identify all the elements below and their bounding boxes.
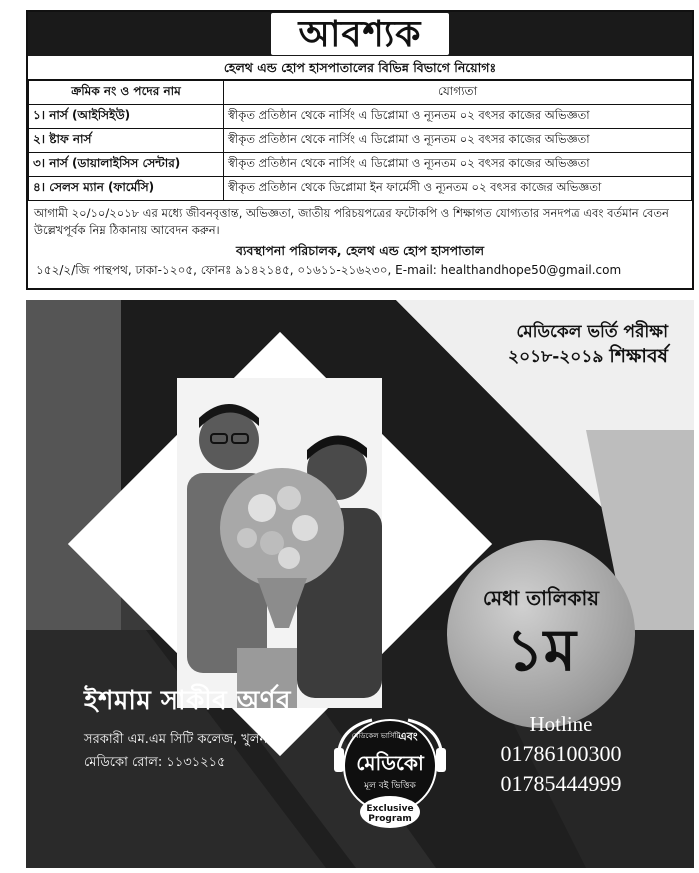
logo-top-and: এবং	[398, 730, 418, 743]
position-cell: ২। ষ্টাফ নার্স	[29, 129, 224, 153]
hotline-label: Hotline	[529, 712, 593, 736]
logo-program-line1: Exclusive	[366, 804, 414, 814]
logo-program-line2: Program	[368, 814, 412, 824]
student-college: সরকারী এম.এম সিটি কলেজ, খুলনা	[84, 732, 271, 747]
qualification-cell: স্বীকৃত প্রতিষ্ঠান থেকে ডিপ্লোমা ইন ফার্মেসী ও ন্যূনতম ০২ বৎসর কাজের অভিজ্ঞতা	[224, 177, 692, 201]
admission-poster	[26, 300, 694, 868]
table-row	[29, 153, 692, 177]
logo-top-small: মেডিকেল ভার্সিটি	[351, 732, 401, 740]
job-advertisement	[26, 10, 694, 290]
merit-rank-badge	[447, 540, 635, 728]
hotline-number[interactable]: 01786100300	[500, 741, 622, 766]
ad-title: আবশ্যক	[271, 13, 450, 55]
rank-label: মেধা তালিকায়	[482, 586, 600, 610]
logo-tagline: মূল বই ভিত্তিক	[364, 781, 416, 791]
hotline-number[interactable]: 01785444999	[500, 771, 622, 796]
exam-title-line1: মেডিকেল ভর্তি পরীক্ষা	[516, 322, 668, 342]
qualification-cell: স্বীকৃত প্রতিষ্ঠান থেকে নার্সিং এ ডিপ্লোমা ও ন্যূনতম ০২ বৎসর কাজের অভিজ্ঞতা	[224, 105, 692, 129]
logo-brand: মেডিকো	[356, 751, 424, 775]
column-header-qualification: যোগ্যতা	[224, 81, 692, 105]
exam-title-line2	[508, 344, 668, 369]
exam-title	[508, 320, 668, 369]
table-row	[29, 129, 692, 153]
student-info	[84, 680, 291, 774]
position-cell: ৩। নার্স (ডায়ালাইসিস সেন্টার)	[29, 153, 224, 177]
ad-header	[28, 12, 692, 56]
student-photo	[177, 378, 382, 708]
previous-page-strip	[0, 0, 699, 10]
jobs-table	[28, 80, 692, 201]
hotline	[476, 712, 646, 797]
exam-session-word: শিক্ষাবর্ষ	[609, 345, 668, 367]
table-row	[29, 105, 692, 129]
qualification-cell: স্বীকৃত প্রতিষ্ঠান থেকে নার্সিং এ ডিপ্লোমা ও ন্যূনতম ০২ বৎসর কাজের অভিজ্ঞতা	[224, 153, 692, 177]
qualification-cell: স্বীকৃত প্রতিষ্ঠান থেকে নার্সিং এ ডিপ্লোমা ও ন্যূনতম ০২ বৎসর কাজের অভিজ্ঞতা	[224, 129, 692, 153]
application-instructions: আগামী ২০/১০/২০১৮ এর মধ্যে জীবনবৃত্তান্ত, অভিজ্ঞতা, জাতীয় পরিচয়পত্রের ফটোকপি ও শিক্ষাগত যোগ্যতার সনদপত্র এবং বর্তমান বেতন উল্লেখপূর্বক নিম্ন ঠিকানায় আবেদন করুন।	[34, 206, 669, 237]
ad-subtitle: হেলথ এন্ড হোপ হাসপাতালের বিভিন্ন বিভাগে নিয়োগঃ	[28, 56, 692, 80]
student-roll: মেডিকো রোল: ১১৩১২১৫	[84, 755, 226, 770]
position-cell: ১। নার্স (আইসিইউ)	[29, 105, 224, 129]
exam-year: ২০১৮-২০১৯	[508, 347, 604, 367]
table-row	[29, 177, 692, 201]
column-header-position: ক্রমিক নং ও পদের নাম	[29, 81, 224, 105]
medico-logo	[324, 708, 456, 836]
jobs-table-header	[29, 81, 692, 105]
signatory: ব্যবস্থাপনা পরিচালক, হেলথ এন্ড হোপ হাসপাতাল	[235, 243, 485, 258]
position-cell: ৪। সেলস ম্যান (ফার্মেসি)	[29, 177, 224, 201]
student-name: ইশমাম সাকীব অর্ণব	[84, 686, 291, 716]
rank-value: ১ম	[506, 616, 576, 684]
ad-body	[28, 201, 692, 279]
contact-address: ১৫২/২/জি পান্থপথ, ঢাকা-১২০৫, ফোনঃ ৯১৪২১৪৫, ০১৬১১-২১৬২৩০, E-mail: healthandhope50@gmail.com	[36, 263, 622, 277]
